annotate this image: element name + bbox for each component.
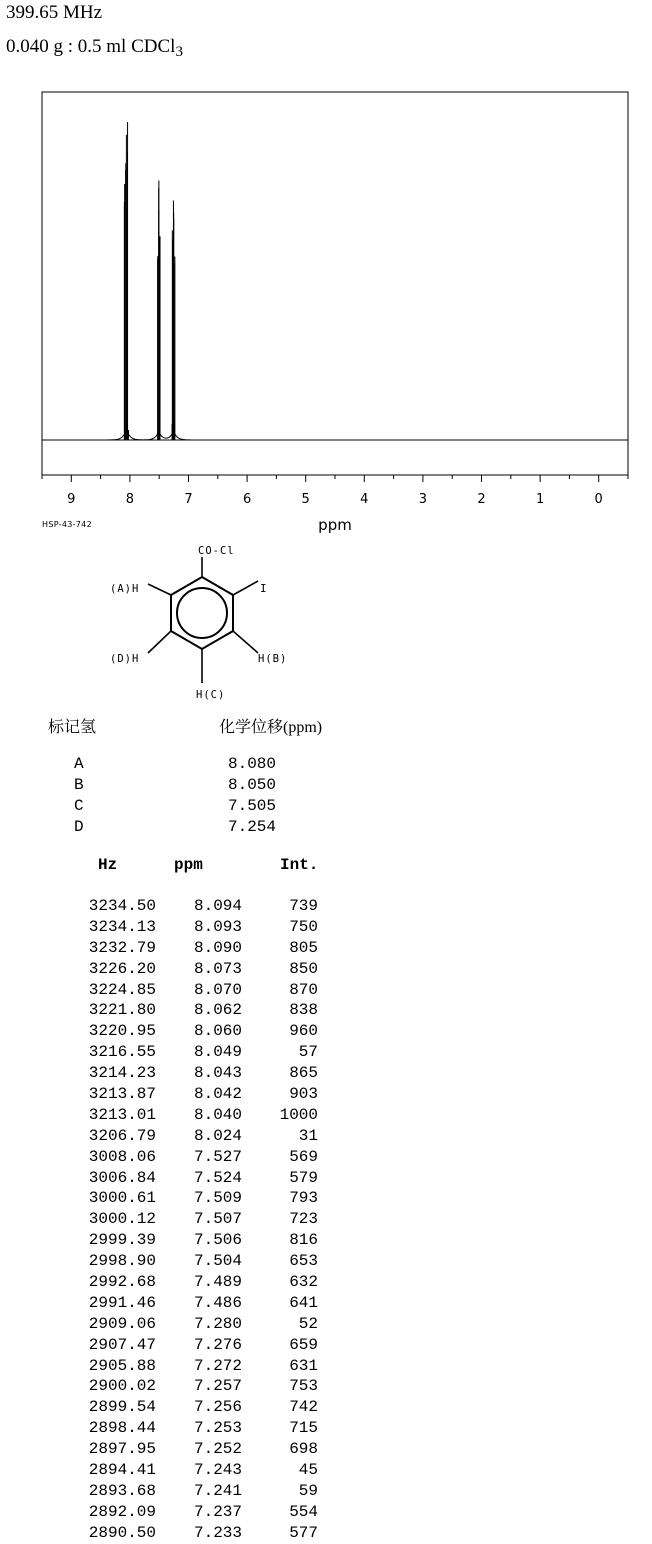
cell-int: 793 — [289, 1189, 318, 1208]
table-row — [76, 1335, 340, 1356]
cell-ppm: 8.049 — [193, 1043, 242, 1062]
cell-int: 631 — [289, 1356, 318, 1375]
table-row — [76, 1000, 340, 1021]
substituent-iodine: I — [260, 582, 267, 595]
cell-hz: 3206.79 — [88, 1126, 156, 1145]
table-row — [76, 980, 340, 1001]
shift-label: C — [74, 797, 84, 815]
cell-hz: 3214.23 — [88, 1064, 156, 1083]
cell-int: 805 — [289, 938, 318, 957]
tick-label: 5 — [301, 492, 310, 507]
cell-ppm: 8.062 — [193, 1001, 242, 1020]
tick-label: 2 — [477, 492, 486, 507]
cell-hz: 3232.79 — [88, 938, 156, 957]
shift-table-header-shift: 化学位移(ppm) — [219, 719, 323, 736]
cell-ppm: 7.489 — [193, 1273, 242, 1292]
peak-list-table — [76, 856, 340, 1544]
cell-ppm: 7.272 — [193, 1356, 242, 1375]
shift-row — [74, 754, 276, 775]
cell-hz: 2898.44 — [88, 1419, 156, 1438]
cell-int: 960 — [289, 1022, 318, 1041]
label-h-c: H(C) — [196, 689, 226, 701]
table-row — [76, 959, 340, 980]
table-row — [76, 1502, 340, 1523]
cell-ppm: 7.507 — [193, 1210, 242, 1229]
label-h-b: H(B) — [258, 653, 288, 665]
cell-hz: 3224.85 — [88, 980, 156, 999]
bond-h-a — [148, 584, 171, 595]
cell-ppm: 8.093 — [193, 917, 242, 936]
sample-subscript: 3 — [175, 44, 183, 60]
x-axis-label: ppm — [318, 516, 352, 534]
cell-int: 838 — [289, 1001, 318, 1020]
cell-int: 52 — [298, 1314, 318, 1333]
label-h-d: (D)H — [110, 653, 140, 665]
cell-hz: 2899.54 — [88, 1398, 156, 1417]
cell-ppm: 7.504 — [193, 1252, 242, 1271]
chemical-shift-table — [74, 754, 276, 838]
plot-frame — [42, 92, 628, 475]
shift-value: 8.050 — [228, 776, 277, 794]
substituent-coci: CO-Cl — [198, 545, 235, 557]
tick-label: 6 — [242, 492, 252, 507]
cell-hz: 3234.13 — [88, 917, 156, 936]
cell-hz: 3000.61 — [88, 1189, 156, 1208]
table-row — [76, 896, 340, 917]
cell-hz: 3000.12 — [88, 1210, 156, 1229]
spectrum-id: HSP-43-742 — [42, 520, 92, 529]
shift-label: D — [74, 818, 84, 836]
bond-h-d — [148, 631, 171, 653]
peak-table-body — [76, 896, 340, 1544]
table-row — [76, 1272, 340, 1293]
cell-int: 45 — [298, 1461, 318, 1480]
cell-hz: 2991.46 — [88, 1293, 156, 1312]
table-row — [76, 1209, 340, 1230]
tick-label: 7 — [184, 492, 193, 507]
table-row — [76, 1230, 340, 1251]
table-row — [76, 1147, 340, 1168]
col-hz-header: Hz — [98, 856, 118, 874]
cell-ppm: 7.524 — [193, 1168, 242, 1187]
table-row — [76, 1397, 340, 1418]
table-row — [76, 1356, 340, 1377]
cell-ppm: 8.073 — [193, 959, 242, 978]
cell-hz: 3008.06 — [88, 1147, 156, 1166]
cell-ppm: 8.090 — [193, 938, 242, 957]
shift-label: A — [74, 755, 84, 773]
cell-hz: 2907.47 — [88, 1335, 156, 1354]
label-h-a: (A)H — [110, 583, 140, 595]
col-int-header: Int. — [280, 856, 319, 874]
cell-int: 579 — [289, 1168, 318, 1187]
cell-ppm: 7.276 — [193, 1335, 242, 1354]
table-row — [76, 1042, 340, 1063]
cell-hz: 3226.20 — [88, 959, 156, 978]
cell-int: 903 — [289, 1085, 318, 1104]
cell-int: 577 — [289, 1523, 318, 1542]
table-row — [76, 1293, 340, 1314]
tick-label: 0 — [594, 492, 603, 507]
cell-int: 753 — [289, 1377, 318, 1396]
table-row — [76, 1084, 340, 1105]
cell-int: 569 — [289, 1147, 318, 1166]
cell-hz: 2893.68 — [88, 1481, 156, 1500]
cell-ppm: 8.070 — [193, 980, 242, 999]
cell-int: 653 — [289, 1252, 318, 1271]
peak-table-header — [76, 856, 340, 896]
cell-ppm: 8.040 — [193, 1105, 242, 1124]
bond-h-b — [233, 631, 258, 653]
tick-label: 1 — [535, 492, 545, 507]
cell-int: 554 — [289, 1502, 318, 1521]
x-axis-ticks — [42, 475, 628, 507]
cell-hz: 3213.87 — [88, 1085, 156, 1104]
bond-iodine — [233, 581, 258, 595]
cell-hz: 3220.95 — [88, 1022, 156, 1041]
col-ppm-header: ppm — [174, 856, 203, 874]
cell-ppm: 7.280 — [193, 1314, 242, 1333]
peak-lines — [124, 122, 174, 440]
cell-hz: 3234.50 — [88, 897, 156, 915]
cell-int: 1000 — [279, 1105, 318, 1124]
cell-int: 659 — [289, 1335, 318, 1354]
cell-hz: 2894.41 — [88, 1461, 156, 1480]
cell-ppm: 7.256 — [193, 1398, 242, 1417]
cell-hz: 2892.09 — [88, 1502, 156, 1521]
cell-ppm: 8.042 — [193, 1085, 242, 1104]
cell-ppm: 8.094 — [193, 897, 242, 915]
table-row — [76, 1418, 340, 1439]
table-row — [76, 917, 340, 938]
shift-label: B — [74, 776, 84, 794]
tick-label: 8 — [125, 492, 135, 507]
cell-int: 59 — [298, 1481, 318, 1500]
sample-text: 0.040 g : 0.5 ml CDCl — [6, 36, 176, 57]
aromatic-circle — [177, 588, 227, 638]
shift-value: 8.080 — [228, 755, 277, 773]
table-row — [76, 1460, 340, 1481]
cell-int: 742 — [289, 1398, 318, 1417]
cell-hz: 2999.39 — [88, 1231, 156, 1250]
cell-int: 865 — [289, 1064, 318, 1083]
shift-row — [74, 817, 276, 838]
cell-ppm: 7.527 — [193, 1147, 242, 1166]
cell-hz: 3216.55 — [88, 1043, 156, 1062]
table-row — [76, 1523, 340, 1544]
table-row — [76, 1063, 340, 1084]
table-row — [76, 1021, 340, 1042]
shift-table-header-label: 标记氢 — [48, 719, 97, 736]
table-row — [76, 1376, 340, 1397]
table-row — [76, 1105, 340, 1126]
cell-ppm: 8.024 — [193, 1126, 242, 1145]
cell-int: 816 — [289, 1231, 318, 1250]
cell-hz: 2998.90 — [88, 1252, 156, 1271]
table-row — [76, 1188, 340, 1209]
spectrometer-frequency: 399.65 MHz — [6, 2, 103, 23]
shift-row — [74, 775, 276, 796]
table-row — [76, 1168, 340, 1189]
cell-int: 57 — [298, 1043, 318, 1062]
nmr-spectrum-chart — [0, 0, 652, 540]
table-row — [76, 1126, 340, 1147]
shift-value: 7.254 — [228, 818, 277, 836]
cell-ppm: 8.043 — [193, 1064, 242, 1083]
cell-ppm: 7.257 — [193, 1377, 242, 1396]
cell-hz: 2905.88 — [88, 1356, 156, 1375]
cell-ppm: 7.233 — [193, 1523, 242, 1542]
cell-hz: 2890.50 — [88, 1523, 156, 1542]
spectrum-trace — [42, 434, 628, 440]
tick-label: 9 — [67, 492, 76, 507]
cell-ppm: 7.486 — [193, 1293, 242, 1312]
cell-ppm: 7.509 — [193, 1189, 242, 1208]
cell-int: 723 — [289, 1210, 318, 1229]
table-row — [76, 1439, 340, 1460]
cell-hz: 2897.95 — [88, 1440, 156, 1459]
tick-label: 4 — [360, 492, 369, 507]
cell-hz: 2900.02 — [88, 1377, 156, 1396]
cell-ppm: 7.241 — [193, 1481, 242, 1500]
cell-ppm: 8.060 — [193, 1022, 242, 1041]
shift-row — [74, 796, 276, 817]
tick-label: 3 — [418, 492, 428, 507]
cell-ppm: 7.252 — [193, 1440, 242, 1459]
cell-hz: 3221.80 — [88, 1001, 156, 1020]
table-row — [76, 938, 340, 959]
shift-value: 7.505 — [228, 797, 277, 815]
cell-hz: 2992.68 — [88, 1273, 156, 1292]
cell-int: 850 — [289, 959, 318, 978]
table-row — [76, 1481, 340, 1502]
cell-ppm: 7.237 — [193, 1502, 242, 1521]
cell-int: 641 — [289, 1293, 318, 1312]
table-row — [76, 1314, 340, 1335]
cell-hz: 3213.01 — [88, 1105, 156, 1124]
cell-ppm: 7.243 — [193, 1461, 242, 1480]
cell-int: 739 — [289, 897, 318, 915]
cell-int: 870 — [289, 980, 318, 999]
cell-int: 750 — [289, 917, 318, 936]
cell-int: 698 — [289, 1440, 318, 1459]
cell-hz: 2909.06 — [88, 1314, 156, 1333]
cell-ppm: 7.506 — [193, 1231, 242, 1250]
cell-ppm: 7.253 — [193, 1419, 242, 1438]
cell-int: 31 — [298, 1126, 318, 1145]
cell-int: 632 — [289, 1273, 318, 1292]
cell-int: 715 — [289, 1419, 318, 1438]
cell-hz: 3006.84 — [88, 1168, 156, 1187]
table-row — [76, 1251, 340, 1272]
molecule-structure — [100, 540, 320, 705]
